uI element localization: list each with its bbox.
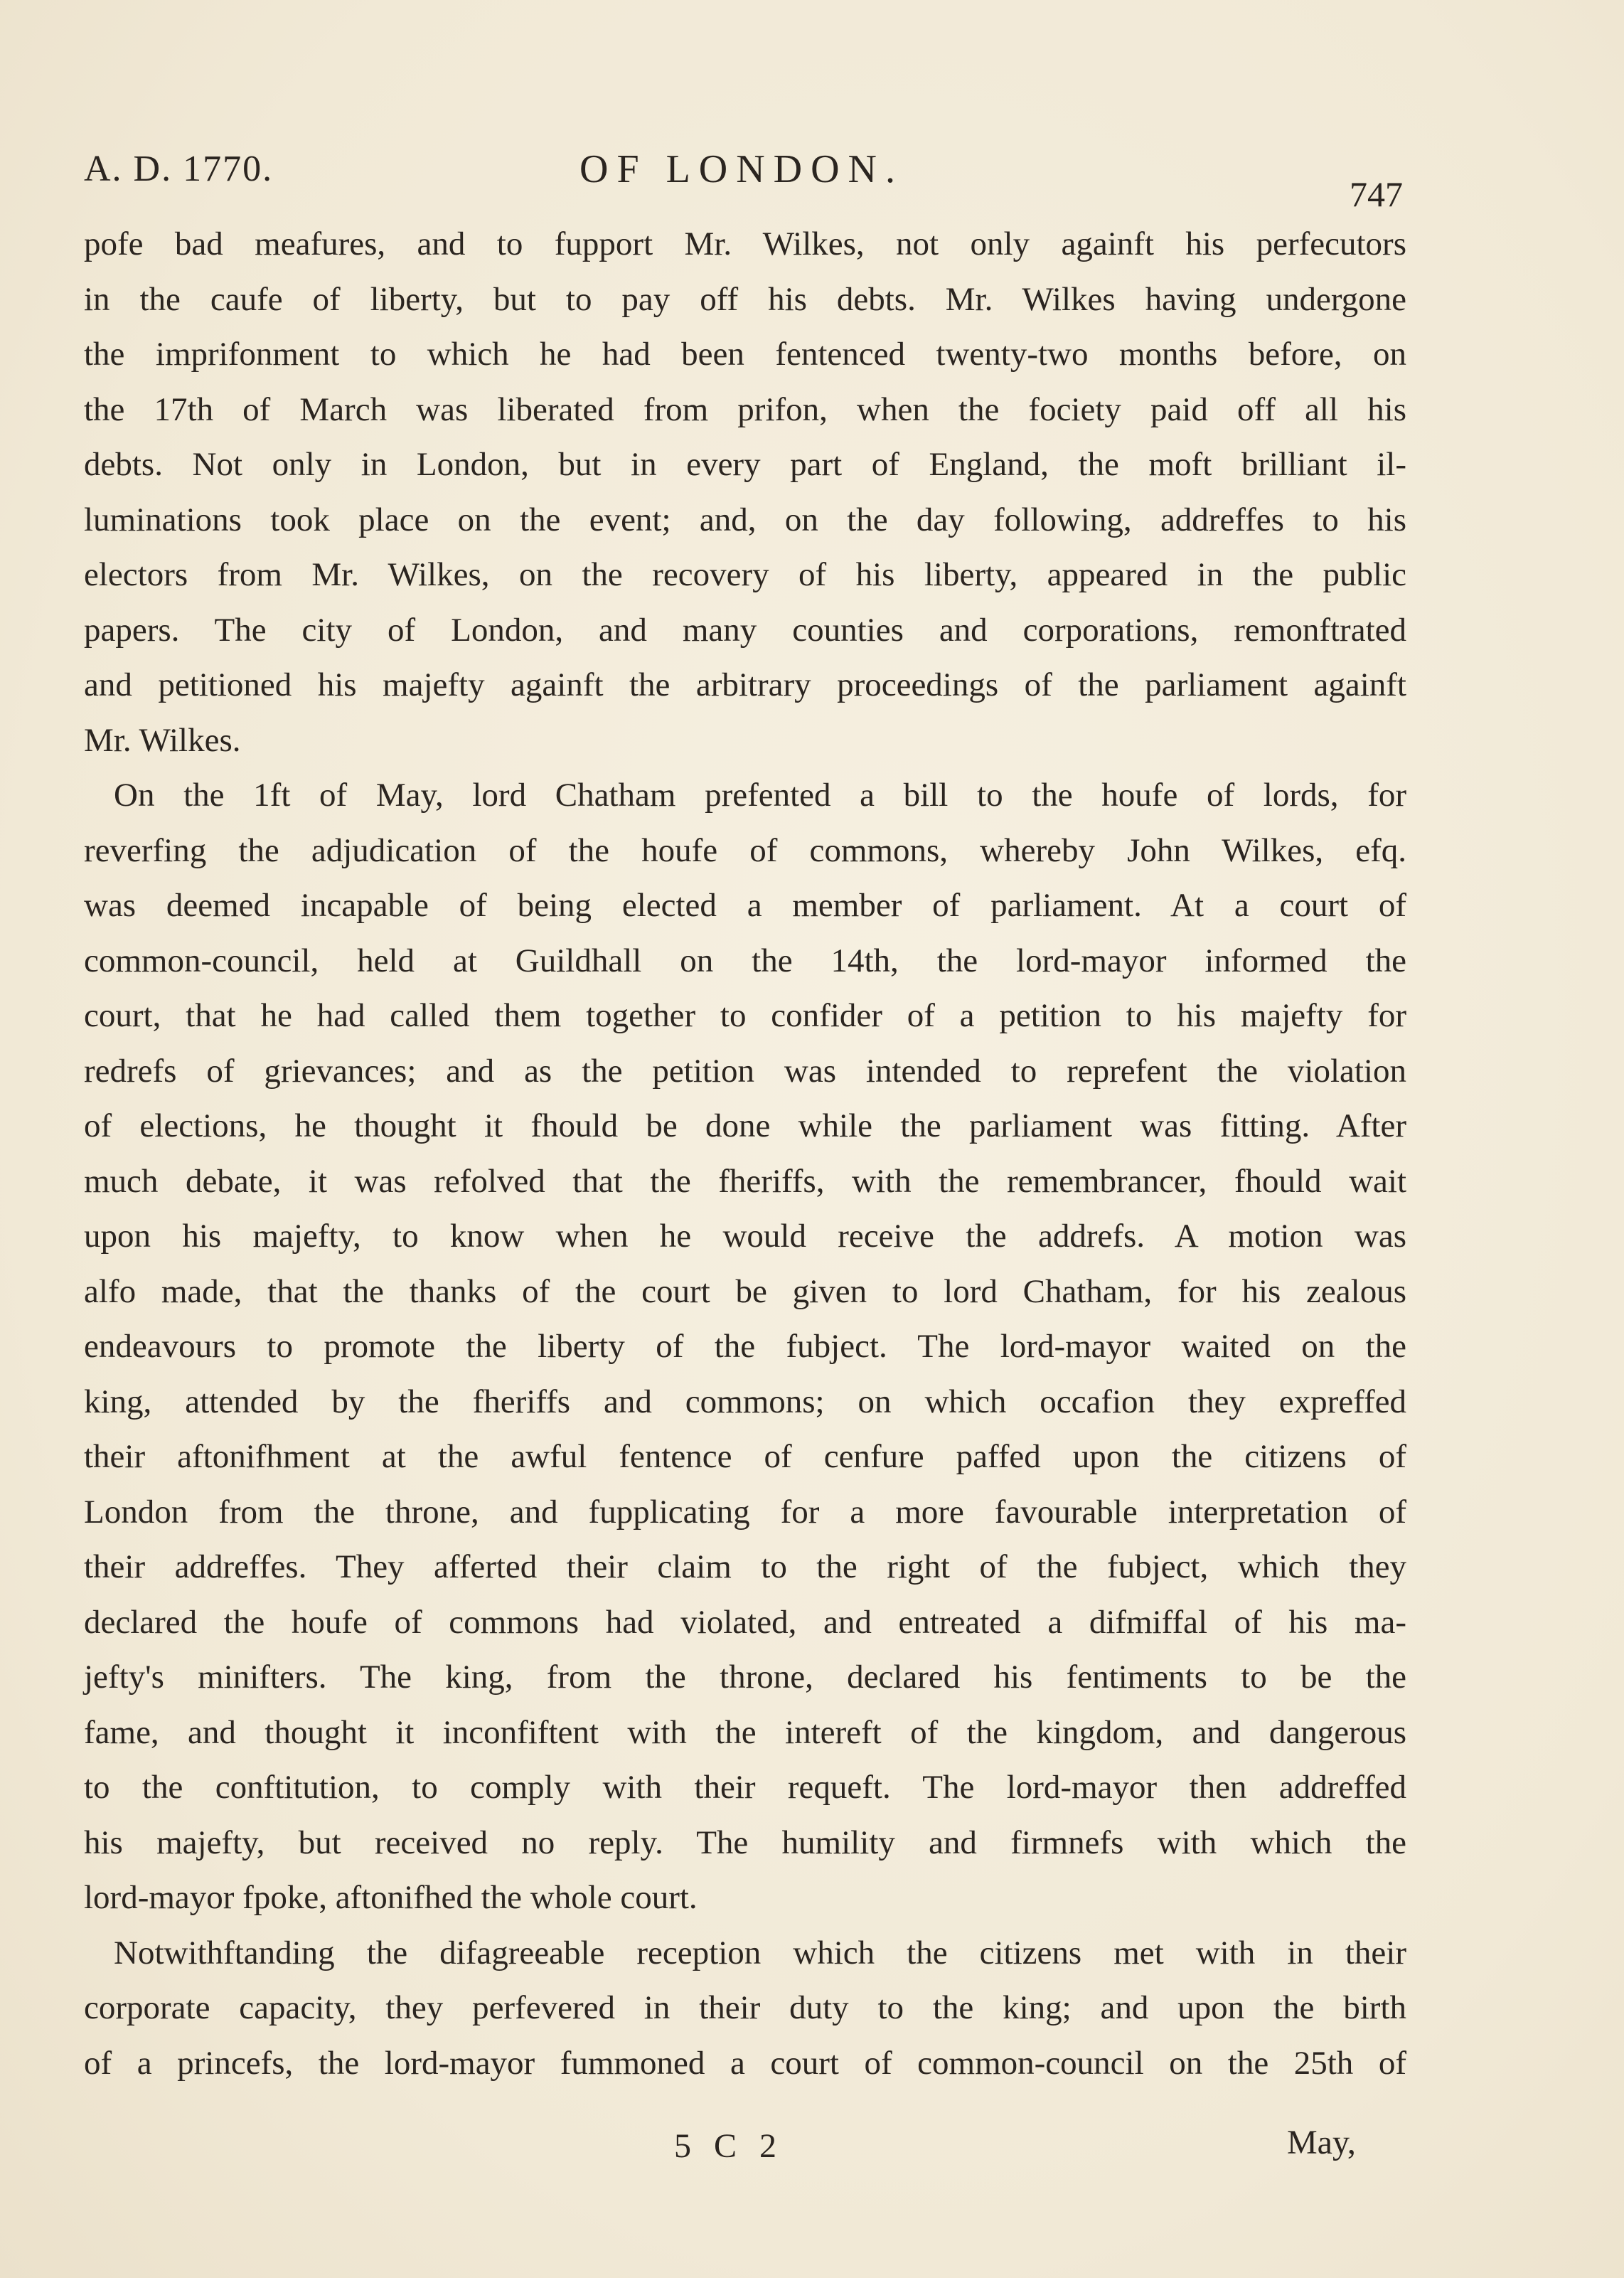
text-line: lord-mayor fpoke, aftonifhed the whole court. [84, 1879, 698, 1916]
text-line: their addreffes. They afferted their claim to the right of the fubject, which they [84, 1548, 1406, 1585]
text-line: corporate capacity, they perfevered in their duty to the king; and upon the birth [84, 1989, 1406, 2026]
text-line: Mr. Wilkes. [84, 721, 241, 759]
body-text [84, 226, 1406, 2100]
text-line: debts. Not only in London, but in every part of England, the moft brilliant il- [84, 446, 1406, 483]
header-year: A. D. 1770. [84, 149, 274, 189]
paragraph-start-line: Notwithftanding the difagreeable reception which the citizens met with in their [114, 1934, 1406, 1971]
text-line: alfo made, that the thanks of the court be given to lord Chatham, for his zealous [84, 1272, 1406, 1310]
text-line: electors from Mr. Wilkes, on the recovery of his liberty, appeared in the public [84, 556, 1406, 593]
text-line: to the conftitution, to comply with their requeft. The lord-mayor then addreffed [84, 1769, 1406, 1806]
text-line: papers. The city of London, and many counties and corporations, remonftrated [84, 611, 1406, 649]
text-line: his majefty, but received no reply. The humility and firmnefs with which the [84, 1824, 1406, 1861]
signature-mark: 5 C 2 [674, 2127, 784, 2165]
text-line: of elections, he thought it fhould be done while the parliament was fitting. After [84, 1107, 1406, 1144]
text-line: reverfing the adjudication of the houfe of commons, whereby John Wilkes, efq. [84, 831, 1406, 869]
text-line: their aftonifhment at the awful fentence of cenfure paffed upon the citizens of [84, 1438, 1406, 1475]
paragraph-start-line: On the 1ft of May, lord Chatham prefented a bill to the houfe of lords, for [114, 777, 1406, 814]
text-line: was deemed incapable of being elected a member of parliament. At a court of [84, 887, 1406, 924]
running-title: OF LONDON. [579, 147, 904, 191]
text-line: redrefs of grievances; and as the petition was intended to reprefent the violation [84, 1052, 1406, 1090]
catchword: May, [1287, 2124, 1356, 2161]
text-line: king, attended by the fheriffs and commons; on which occafion they expreffed [84, 1383, 1406, 1420]
text-line: the imprifonment to which he had been fentenced twenty-two months before, on [84, 336, 1406, 373]
page-number: 747 [1350, 174, 1403, 214]
text-line: London from the throne, and fupplicating for a more favourable interpretation of [84, 1493, 1406, 1531]
text-line: of a princefs, the lord-mayor fummoned a court of common-council on the 25th of [84, 2044, 1406, 2082]
text-line: pofe bad meafures, and to fupport Mr. Wilkes, not only againft his perfecutors [84, 225, 1406, 262]
text-line: fame, and thought it inconfiftent with the intereft of the kingdom, and dangerous [84, 1713, 1406, 1751]
text-line: the 17th of March was liberated from prifon, when the fociety paid off all his [84, 390, 1406, 428]
text-line: much debate, it was refolved that the fheriffs, with the remembrancer, fhould wait [84, 1162, 1406, 1200]
text-line: endeavours to promote the liberty of the fubject. The lord-mayor waited on the [84, 1328, 1406, 1365]
text-line: in the caufe of liberty, but to pay off his debts. Mr. Wilkes having undergone [84, 280, 1406, 318]
text-line: common-council, held at Guildhall on the 14th, the lord-mayor informed the [84, 942, 1406, 979]
text-line: court, that he had called them together to confider of a petition to his majefty for [84, 997, 1406, 1034]
text-line: jefty's minifters. The king, from the throne, declared his fentiments to be the [84, 1659, 1406, 1696]
text-line: luminations took place on the event; and, on the day following, addreffes to his [84, 501, 1406, 538]
text-line: declared the houfe of commons had violated, and entreated a difmiffal of his ma- [84, 1603, 1406, 1641]
text-line: and petitioned his majefty againft the arbitrary proceedings of the parliament againft [84, 666, 1406, 703]
text-line: upon his majefty, to know when he would receive the addrefs. A motion was [84, 1218, 1406, 1255]
